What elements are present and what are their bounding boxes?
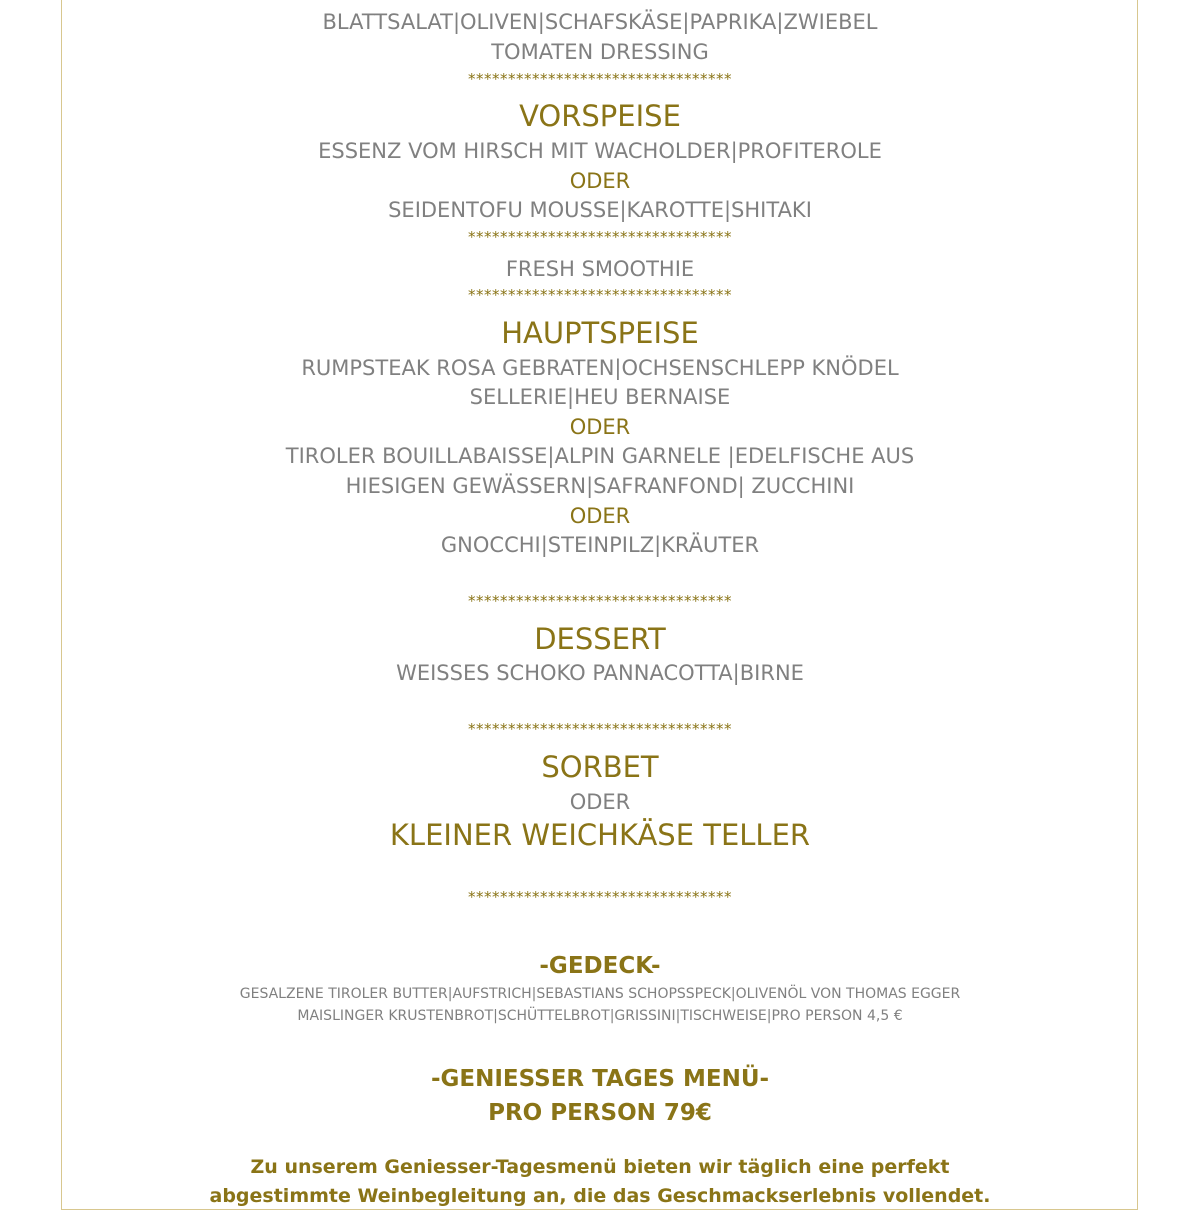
hauptspeise-heading: HAUPTSPEISE: [501, 316, 699, 350]
gedeck-line-2: MAISLINGER KRUSTENBROT|SCHÜTTELBROT|GRISSINI|TISCHWEISE|PRO PERSON 4,5 €: [297, 1008, 903, 1024]
separator: *********************************: [468, 592, 732, 610]
hauptspeise-option-1-line-2: SELLERIE|HEU BERNAISE: [469, 385, 731, 409]
separator: *********************************: [468, 70, 732, 88]
salad-line-2: TOMATEN DRESSING: [491, 40, 709, 64]
menu-price: PRO PERSON 79€: [488, 1100, 712, 1126]
sorbet-or: ODER: [569, 790, 631, 814]
gedeck-heading: -GEDECK-: [539, 953, 661, 979]
hauptspeise-or-2: ODER: [569, 504, 631, 528]
vorspeise-option-1: ESSENZ VOM HIRSCH MIT WACHOLDER|PROFITEROLE: [318, 139, 882, 163]
vorspeise-heading: VORSPEISE: [519, 99, 681, 133]
salad-line-1: BLATTSALAT|OLIVEN|SCHAFSKÄSE|PAPRIKA|ZWIEBEL: [322, 10, 878, 34]
sorbet-heading: SORBET: [541, 750, 659, 784]
separator: *********************************: [468, 286, 732, 304]
hauptspeise-option-3: GNOCCHI|STEINPILZ|KRÄUTER: [440, 533, 760, 557]
wine-note-line-1: Zu unserem Geniesser-Tagesmenü bieten wir täglich eine perfekt: [250, 1156, 950, 1178]
hauptspeise-or: ODER: [569, 415, 631, 439]
hauptspeise-option-1-line-1: RUMPSTEAK ROSA GEBRATEN|OCHSENSCHLEPP KNÖDEL: [301, 356, 899, 380]
vorspeise-option-2: SEIDENTOFU MOUSSE|KAROTTE|SHITAKI: [388, 198, 812, 222]
separator: *********************************: [468, 228, 732, 246]
dessert-heading: DESSERT: [534, 622, 666, 656]
wine-note-line-2: abgestimmte Weinbegleitung an, die das Geschmackserlebnis vollendet.: [209, 1185, 991, 1207]
smoothie-course: FRESH SMOOTHIE: [505, 257, 695, 281]
separator: *********************************: [468, 720, 732, 738]
gedeck-line-1: GESALZENE TIROLER BUTTER|AUFSTRICH|SEBASTIANS SCHOPSSPECK|OLIVENÖL VON THOMAS EGGER: [239, 986, 961, 1002]
hauptspeise-option-2-line-1: TIROLER BOUILLABAISSE|ALPIN GARNELE |EDELFISCHE AUS: [285, 444, 915, 468]
vorspeise-or: ODER: [569, 169, 631, 193]
hauptspeise-option-2-line-2: HIESIGEN GEWÄSSERN|SAFRANFOND| ZUCCHINI: [345, 474, 855, 498]
dessert-item: WEISSES SCHOKO PANNACOTTA|BIRNE: [396, 661, 804, 685]
separator: *********************************: [468, 888, 732, 906]
menu-title: -GENIESSER TAGES MENÜ-: [430, 1066, 770, 1092]
cheese-plate-heading: KLEINER WEICHKÄSE TELLER: [389, 818, 811, 852]
